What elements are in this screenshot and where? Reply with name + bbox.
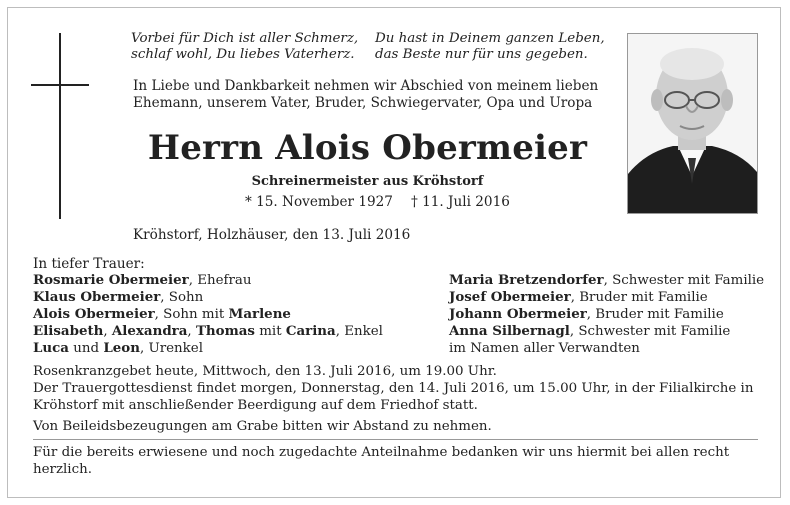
mourner-relation: , Schwester mit Familie	[569, 324, 731, 339]
mourner-relation: ,	[103, 324, 112, 339]
condolence-text	[33, 418, 758, 435]
verse-right-line: das Beste nur für uns gegeben.	[375, 47, 588, 62]
thanks-line: herzlich.	[33, 462, 92, 477]
intro-text	[133, 78, 598, 112]
mourner-name: Elisabeth	[33, 323, 104, 339]
mourner-name: Maria Bretzendorfer	[449, 272, 604, 288]
mourner-name: Josef Obermeier	[449, 289, 571, 305]
mourner-entry	[449, 340, 764, 357]
verse-left	[131, 31, 358, 63]
mourner-relation: , Urenkel	[139, 341, 204, 356]
mourners-title: In tiefer Trauer:	[33, 256, 145, 272]
mourner-name: Klaus Obermeier	[33, 289, 161, 305]
mourner-name: Thomas	[195, 323, 255, 339]
mourner-name: Anna Silbernagl	[449, 323, 570, 339]
cross-icon-bar	[31, 84, 89, 86]
mourner-relation: ,	[187, 324, 196, 339]
mourner-entry	[449, 306, 764, 323]
mourner-entry	[449, 323, 764, 340]
mourner-name: Luca	[33, 340, 69, 356]
death-date: † 11. Juli 2016	[411, 194, 510, 210]
mourner-entry	[33, 323, 383, 340]
service-text	[33, 380, 758, 414]
mourner-relation: , Bruder mit Familie	[586, 307, 724, 322]
verse-right	[375, 31, 605, 63]
deceased-name: Herrn Alois Obermeier	[147, 128, 588, 168]
place-date: Kröhstorf, Holzhäuser, den 13. Juli 2016	[133, 227, 411, 243]
mourner-relation: , Bruder mit Familie	[570, 290, 708, 305]
thanks-line: Für die bereits erwiesene und noch zugedachte Anteilnahme bedanken wir uns hiermit bei allen recht	[33, 445, 730, 460]
verse-left-line: schlaf wohl, Du liebes Vaterherz.	[131, 47, 355, 62]
thanks-text	[33, 444, 758, 478]
condolence-line: Von Beileidsbezeugungen am Grabe bitten wir Abstand zu nehmen.	[33, 419, 492, 434]
mourner-name: Alois Obermeier	[33, 306, 155, 322]
mourner-relation: , Ehefrau	[188, 273, 252, 288]
service-line: Der Trauergottesdienst findet morgen, Donnerstag, den 14. Juli 2016, um 15.00 Uhr, in der Filialkirche in	[33, 381, 754, 396]
mourner-relation: , Schwester mit Familie	[603, 273, 765, 288]
verse-right-line: Du hast in Deinem ganzen Leben,	[375, 31, 605, 46]
mourner-relation: mit	[254, 324, 286, 339]
intro-line: Ehemann, unserem Vater, Bruder, Schwiegervater, Opa und Uropa	[133, 95, 593, 111]
service-line: Kröhstorf mit anschließender Beerdigung auf dem Friedhof statt.	[33, 398, 478, 413]
mourner-name: Leon	[103, 340, 140, 356]
intro-line: In Liebe und Dankbarkeit nehmen wir Abschied von meinem lieben	[133, 78, 599, 94]
mourner-entry	[33, 306, 383, 323]
mourner-name: Johann Obermeier	[449, 306, 587, 322]
mourner-entry	[33, 289, 383, 306]
portrait-photo	[627, 33, 758, 214]
occupation: Schreinermeister aus Kröhstorf	[251, 174, 484, 189]
mourner-name: Alexandra	[111, 323, 188, 339]
mourner-relation: , Enkel	[335, 324, 383, 339]
mourner-relation: im Namen aller Verwandten	[449, 341, 640, 356]
mourner-entry	[33, 272, 383, 289]
rosary-line: Rosenkranzgebet heute, Mittwoch, den 13. Juli 2016, um 19.00 Uhr.	[33, 364, 497, 379]
mourner-relation: , Sohn	[160, 290, 204, 305]
verse-left-line: Vorbei für Dich ist aller Schmerz,	[131, 31, 359, 46]
mourner-entry	[33, 340, 383, 357]
mourners-left	[33, 272, 383, 357]
mourner-name: Rosmarie Obermeier	[33, 272, 189, 288]
birth-date: * 15. November 1927	[245, 194, 393, 210]
divider	[33, 439, 758, 440]
mourner-entry	[449, 289, 764, 306]
cross-icon	[59, 33, 61, 219]
mourner-relation: und	[68, 341, 104, 356]
mourner-relation: , Sohn mit	[154, 307, 229, 322]
rosary-text	[33, 363, 758, 380]
mourner-name: Marlene	[228, 306, 291, 322]
mourners-right	[449, 272, 764, 357]
mourner-entry	[449, 272, 764, 289]
mourner-name: Carina	[285, 323, 336, 339]
